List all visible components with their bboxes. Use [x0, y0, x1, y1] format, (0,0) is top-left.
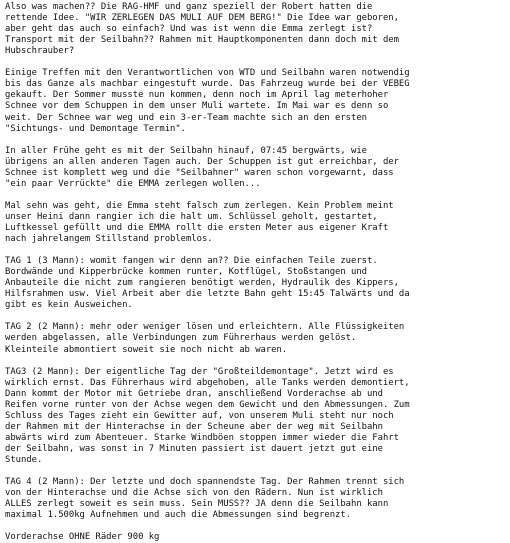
- document-page: [5, 0, 509, 543]
- paragraph-day-1: TAG 1 (3 Mann): womit fangen wir denn an?? Die einfachen Teile zuerst. Bordwände und Kipperbrücke kommen runter, Kotflügel, Stoßstangen und Anbauteile die nicht zum rangieren benötigt werden, Hydraulik des Kippers, Hilfsrahmen usw. Viel Arbeit aber die letzte Bahn geht 15:45 Talwärts und da gibt es kein Ausweichen.: [5, 256, 410, 311]
- paragraph-meetings: Einige Treffen mit den Verantwortlichen von WTD und Seilbahn waren notwendig bis das Ganze als machbar eingestuft wurde. Das Fahrzeug wurde bei der VEBEG gekauft. Der Sommer musste nun kommen, denn noch im April lag meterhoher Schnee vor dem Schuppen in dem unser Muli wartete. Im Mai war es denn so weit. Der Schnee war weg und ein 3-er-Team machte sich an den ersten "Sichtungs- und Demontage Termin".: [5, 68, 410, 134]
- paragraph-early-morning: In aller Frühe geht es mit der Seilbahn hinauf, 07:45 bergwärts, wie übrigens an allen anderen Tagen auch. Der Schuppen ist gut erreichbar, der Schnee ist komplett weg und die "Seilbahner" waren schon vorgewarnt, dass "ein paar Verrückte" die EMMA zerlegen wollen...: [5, 145, 399, 189]
- paragraph-day-2: TAG 2 (2 Mann): mehr oder weniger lösen und erleichtern. Alle Flüssigkeiten werden abgelassen, alle Verbindungen zum Führerhaus werden gelöst. Kleinteile abmontiert soweit sie noch nicht ab waren.: [5, 322, 405, 355]
- paragraph-first-move: Mal sehn was geht, die Emma steht falsch zum zerlegen. Kein Problem meint unser Heini dann rangier ich die halt um. Schlüssel geholt, gestartet, Luftkessel gefüllt und die EMMA rollt die ersten Meter aus eigener Kraft nach jahrelangem Stillstand problemlos.: [5, 200, 394, 245]
- paragraph-front-axle-weight: Vorderachse OHNE Räder 900 kg: [5, 532, 160, 543]
- cut-off-heading-fragment: [205, 0, 242, 2]
- paragraph-day-3: TAG3 (2 Mann): Der eigentliche Tag der "Großteildemontage". Jetzt wird es wirklich ernst. Das Führerhaus wird abgehoben, alle Tanks werden demontiert, Dann kommt der Motor mit Getriebe dran, anschließend Vorderachse ab und Reifen vorne runter von der Achse wegen dem Gewicht und den Abmessungen. Zum Schluss des Tages zieht ein Gewitter auf, von unserem Muli steht nur noch der Rahmen mit der Hinterachse in der Scheune aber der weg mit Seilbahn abwärts wird zum Abenteuer. Starke Windböen stoppen immer wieder die Fahrt der Seilbahn, was sonst in 7 Minuten passiert ist dauert jetzt gut eine Stunde.: [5, 366, 410, 465]
- paragraph-idea: Also was machen?? Die RAG-HMF und ganz speziell der Robert hatten die rettende Idee. "WIR ZERLEGEN DAS MULI AUF DEM BERG!" Die Idee war geboren, aber geht das auch so einfach? Und was ist wenn die Emma zerlegt ist? Transport mit der Seilbahn?? Rahmen mit Hauptkomponenten dann doch mit dem Hubschrauber?: [5, 2, 399, 57]
- paragraph-day-4: TAG 4 (2 Mann): Der letzte und doch spannendste Tag. Der Rahmen trennt sich von der Hinterachse und die Achse sich von den Rädern. Nun ist wirklich ALLES zerlegt soweit es sein muss. Sein MUSS?? JA denn die Seilbahn kann maximal 1.500kg Aufnehmen und auch die Abmessungen sind begrenzt.: [5, 477, 405, 521]
